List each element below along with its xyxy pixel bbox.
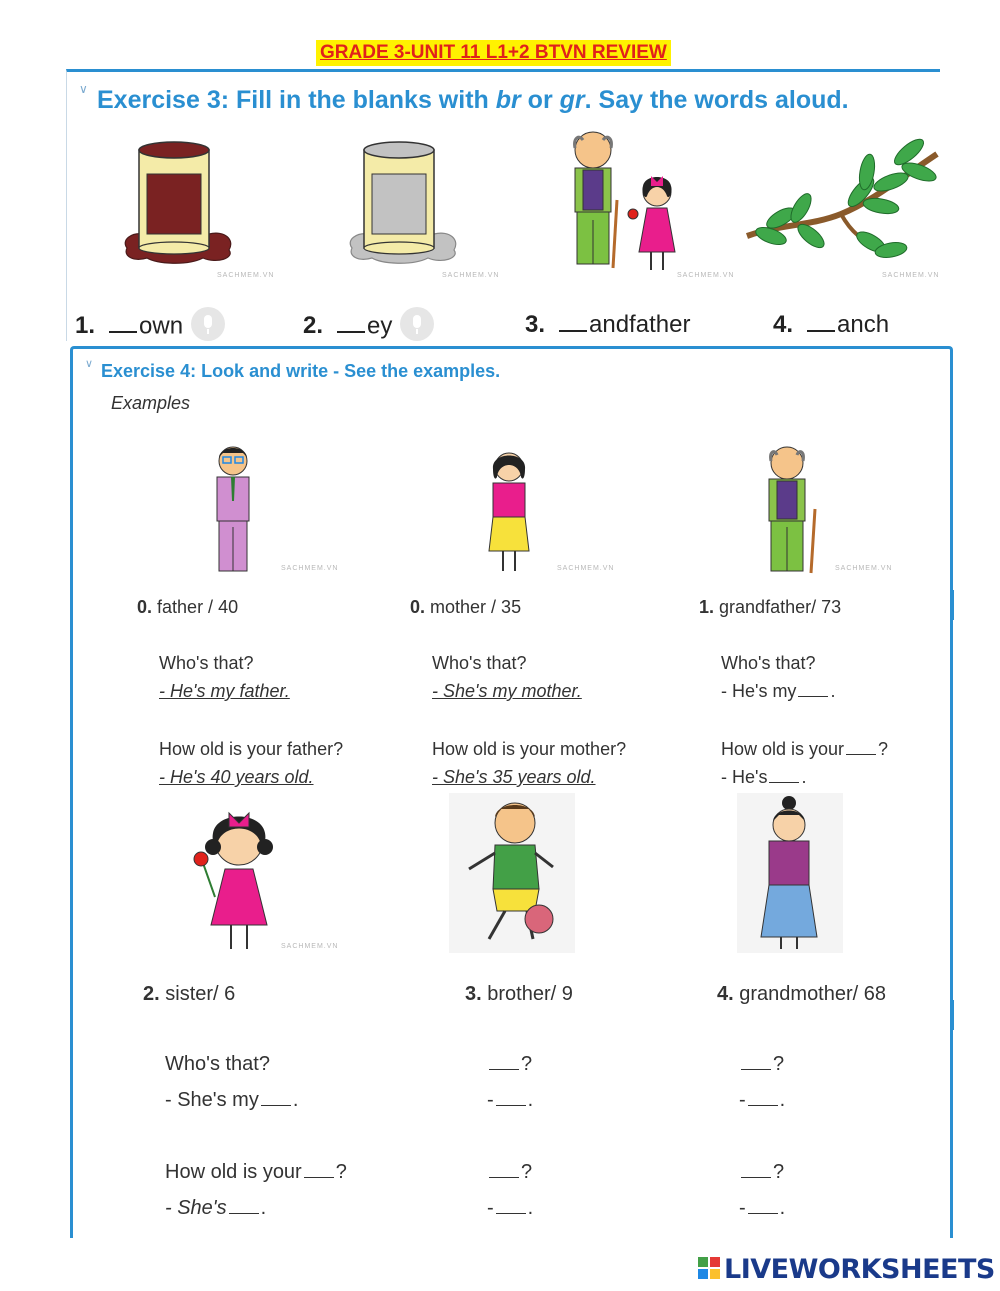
answer-line bbox=[487, 1089, 533, 1112]
scroll-marker bbox=[950, 590, 954, 620]
question-suffix: ? bbox=[878, 739, 889, 759]
item-label: father / 40 bbox=[157, 597, 239, 617]
item-label: grandmother/ 68 bbox=[739, 983, 887, 1005]
example-answer: - He's my father. bbox=[159, 681, 290, 701]
item-number: 2. bbox=[303, 312, 324, 340]
question-prefix: How old is your bbox=[165, 1161, 302, 1183]
brown-paint-can-image bbox=[117, 140, 237, 270]
question-suffix: ? bbox=[521, 1161, 533, 1183]
item-label: brother/ 9 bbox=[487, 983, 573, 1005]
answer-line bbox=[165, 1197, 266, 1220]
answer-prefix: - She's bbox=[165, 1197, 227, 1219]
example-answer: - He's 40 years old. bbox=[159, 767, 314, 787]
question-age-line bbox=[165, 1161, 347, 1184]
grandmother-label bbox=[717, 983, 886, 1006]
title-or: or bbox=[520, 86, 560, 114]
title-suffix: . Say the words aloud. bbox=[584, 86, 849, 114]
question-blank-input[interactable] bbox=[741, 1054, 771, 1070]
item-number: 1. bbox=[75, 312, 96, 340]
title-br: br bbox=[495, 86, 521, 114]
question-age: How old is your mother? bbox=[432, 739, 627, 759]
answer-blank-input[interactable] bbox=[229, 1198, 259, 1214]
question-blank-input[interactable] bbox=[741, 1162, 771, 1178]
watermark: SACHMEM.VN bbox=[281, 943, 339, 950]
question-line bbox=[739, 1161, 784, 1184]
question-suffix: ? bbox=[335, 1161, 347, 1183]
tree-branch-image bbox=[741, 132, 941, 272]
question-blank-input[interactable] bbox=[846, 739, 876, 755]
watermark: SACHMEM.VN bbox=[557, 565, 615, 572]
answer-suffix: . bbox=[527, 1089, 534, 1111]
microphone-icon[interactable] bbox=[400, 307, 434, 341]
watermark: SACHMEM.VN bbox=[442, 272, 500, 279]
word-ending: anch bbox=[837, 311, 890, 338]
sister-image bbox=[183, 797, 283, 955]
answer-suffix: . bbox=[830, 681, 836, 701]
answer-prefix: - He's my bbox=[721, 681, 797, 701]
example-answer: - She's 35 years old. bbox=[432, 767, 596, 787]
question-who: Who's that? bbox=[432, 653, 527, 673]
item-number: 0. bbox=[410, 597, 426, 617]
answer-blank-input[interactable] bbox=[496, 1090, 526, 1106]
question-prefix: How old is your bbox=[721, 739, 845, 759]
item-number: 4. bbox=[773, 311, 794, 338]
title-gr: gr bbox=[559, 86, 585, 114]
example-father-label bbox=[137, 597, 238, 618]
exercise-3-item-2 bbox=[303, 310, 434, 342]
answer-prefix: - bbox=[739, 1089, 746, 1111]
exercise-3-item-1 bbox=[75, 310, 225, 342]
question-age: How old is your father? bbox=[159, 739, 344, 759]
watermark: SACHMEM.VN bbox=[677, 272, 735, 279]
word-ending: ey bbox=[367, 312, 393, 340]
watermark: SACHMEM.VN bbox=[217, 272, 275, 279]
question-blank-input[interactable] bbox=[489, 1162, 519, 1178]
brother-image bbox=[449, 793, 575, 953]
answer-suffix: . bbox=[292, 1089, 299, 1111]
scroll-marker bbox=[950, 1000, 954, 1030]
grey-paint-can-image bbox=[342, 140, 462, 270]
question-line bbox=[739, 1053, 784, 1076]
logo-wordmark: LIVEWORKSHEETS bbox=[724, 1254, 995, 1285]
fill-blank-input[interactable] bbox=[337, 311, 365, 333]
sister-label bbox=[143, 983, 235, 1006]
title-text: Exercise 3: Fill in the blanks with bbox=[97, 86, 496, 114]
question-blank-input[interactable] bbox=[304, 1162, 334, 1178]
watermark: SACHMEM.VN bbox=[281, 565, 339, 572]
answer-blank-input[interactable] bbox=[769, 767, 799, 783]
answer-line bbox=[739, 1197, 785, 1220]
grandfather-image bbox=[759, 443, 825, 575]
answer-prefix: - bbox=[487, 1089, 494, 1111]
item-label: grandfather/ 73 bbox=[719, 597, 842, 617]
answer-blank-input[interactable] bbox=[748, 1198, 778, 1214]
question-suffix: ? bbox=[773, 1161, 785, 1183]
answer-blank-input[interactable] bbox=[748, 1090, 778, 1106]
question-who: Who's that? bbox=[159, 653, 254, 673]
watermark: SACHMEM.VN bbox=[882, 272, 940, 279]
worksheet-title: GRADE 3-UNIT 11 L1+2 BTVN REVIEW bbox=[316, 40, 671, 66]
question-line bbox=[487, 1053, 532, 1076]
grandfather-and-granddaughter-image bbox=[555, 130, 705, 280]
collapse-chevron-icon[interactable]: ∨ bbox=[79, 82, 88, 96]
grandfather-label bbox=[699, 597, 841, 618]
item-label: mother / 35 bbox=[430, 597, 522, 617]
item-number: 2. bbox=[143, 983, 160, 1005]
watermark: SACHMEM.VN bbox=[835, 565, 893, 572]
example-answer: - She's my mother. bbox=[432, 681, 582, 701]
fill-blank-input[interactable] bbox=[109, 311, 137, 333]
exercise-4-title: Exercise 4: Look and write - See the examples. bbox=[101, 361, 501, 381]
question-who: Who's that? bbox=[165, 1053, 270, 1075]
item-number: 1. bbox=[699, 597, 715, 617]
mother-image bbox=[479, 447, 539, 575]
item-number: 3. bbox=[525, 311, 546, 338]
item-label: sister/ 6 bbox=[165, 983, 236, 1005]
fill-blank-input[interactable] bbox=[807, 310, 835, 332]
answer-line bbox=[721, 681, 835, 702]
item-number: 3. bbox=[465, 983, 482, 1005]
answer-line bbox=[165, 1089, 298, 1112]
answer-blank-input[interactable] bbox=[798, 681, 828, 697]
answer-suffix: . bbox=[801, 767, 807, 787]
answer-line bbox=[487, 1197, 533, 1220]
answer-prefix: - bbox=[739, 1197, 746, 1219]
answer-blank-input[interactable] bbox=[496, 1198, 526, 1214]
question-line bbox=[487, 1161, 532, 1184]
brother-label bbox=[465, 983, 573, 1006]
exercise-3-panel bbox=[66, 69, 940, 341]
item-number: 0. bbox=[137, 597, 153, 617]
question-who: Who's that? bbox=[721, 653, 816, 673]
answer-suffix: . bbox=[260, 1197, 267, 1219]
question-age-line bbox=[721, 739, 888, 760]
collapse-chevron-icon[interactable]: ∨ bbox=[85, 358, 94, 370]
question-suffix: ? bbox=[773, 1053, 785, 1075]
answer-prefix: - bbox=[487, 1197, 494, 1219]
answer-prefix: - She's my bbox=[165, 1089, 259, 1111]
answer-prefix: - He's bbox=[721, 767, 768, 787]
word-ending: own bbox=[139, 312, 184, 340]
fill-blank-input[interactable] bbox=[559, 310, 587, 332]
exercise-3-title bbox=[97, 86, 849, 115]
microphone-icon[interactable] bbox=[191, 307, 225, 341]
exercise-4-panel bbox=[70, 346, 953, 1238]
answer-suffix: . bbox=[779, 1197, 786, 1219]
question-suffix: ? bbox=[521, 1053, 533, 1075]
answer-line bbox=[721, 767, 806, 788]
grandmother-image bbox=[737, 793, 843, 953]
liveworksheets-mark-icon bbox=[698, 1257, 720, 1279]
item-number: 4. bbox=[717, 983, 734, 1005]
examples-label: Examples bbox=[111, 393, 191, 413]
answer-suffix: . bbox=[527, 1197, 534, 1219]
exercise-3-item-3 bbox=[525, 310, 690, 342]
answer-suffix: . bbox=[779, 1089, 786, 1111]
question-blank-input[interactable] bbox=[489, 1054, 519, 1070]
answer-line bbox=[739, 1089, 785, 1112]
word-ending: andfather bbox=[589, 311, 691, 338]
example-mother-label bbox=[410, 597, 521, 618]
exercise-3-item-4 bbox=[773, 310, 889, 342]
father-image bbox=[203, 443, 263, 575]
answer-blank-input[interactable] bbox=[261, 1090, 291, 1106]
